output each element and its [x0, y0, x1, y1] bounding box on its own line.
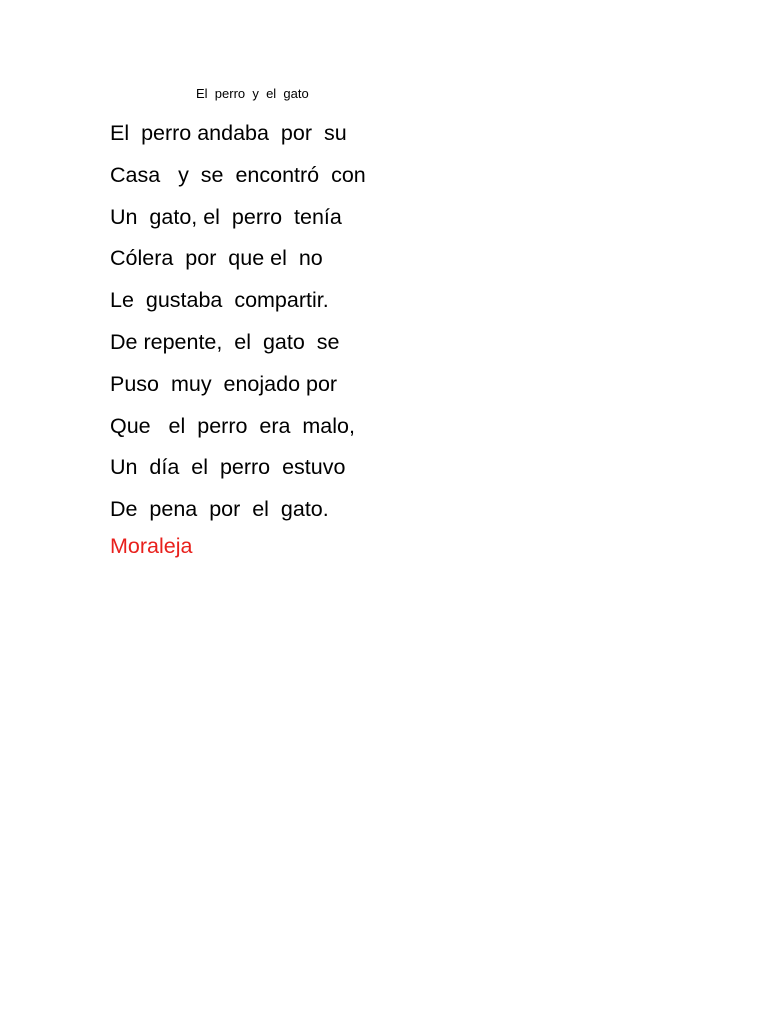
story-line-5: Le gustaba compartir.: [110, 288, 329, 313]
story-line-6: De repente, el gato se: [110, 329, 340, 354]
story-line-2: Casa y se encontró con: [110, 162, 366, 187]
story-line-1: El perro andaba por su: [110, 121, 347, 145]
moral-heading: Moraleja: [110, 534, 193, 558]
story-line-7: Puso muy enojado por: [110, 371, 338, 396]
story-line-4: Cólera por que el no: [110, 246, 323, 271]
document-title: El perro y el gato: [196, 86, 309, 101]
story-line-3: Un gato, el perro tenía: [110, 204, 342, 229]
story-line-9: Un día el perro estuvo: [110, 455, 346, 480]
story-line-8: Que el perro era malo,: [110, 413, 355, 438]
story-line-10: De pena por el gato.: [110, 497, 329, 522]
story-text: [110, 113, 366, 531]
